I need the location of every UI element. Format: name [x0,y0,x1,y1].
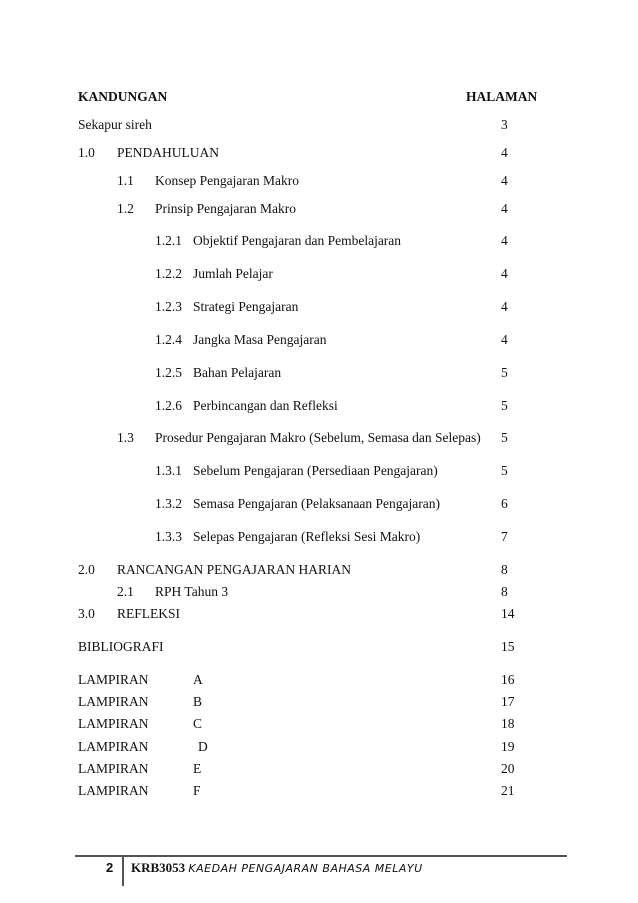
toc-entry-text: Jumlah Pelajar [193,266,273,281]
appendix-row [0,782,638,800]
toc-entry-number: 1.2 [117,201,134,216]
toc-entry-number: 2.0 [78,562,95,577]
appendix-label: LAMPIRAN [78,672,149,687]
toc-entry-page: 6 [501,496,508,511]
toc-row [0,561,638,579]
toc-entry-text: RANCANGAN PENGAJARAN HARIAN [117,562,352,577]
toc-entry-number: 3.0 [78,606,95,621]
toc-row [0,528,638,546]
toc-entry-number: 1.2.2 [155,266,182,281]
toc-entry-page: 3 [501,117,508,132]
toc-entry-page: 15 [501,639,515,654]
toc-entry-page: 5 [501,430,508,445]
appendix-letter: F [193,783,201,798]
appendix-page: 16 [501,672,515,687]
toc-row [0,298,638,316]
appendix-label: LAMPIRAN [78,716,149,731]
toc-entry-page: 7 [501,529,508,544]
toc-entry-text: Semasa Pengajaran (Pelaksanaan Pengajaran) [193,496,441,511]
toc-entry-text: Bahan Pelajaran [193,365,282,380]
toc-row [0,462,638,480]
toc-entry-page: 4 [501,332,508,347]
toc-entry-number: 1.2.3 [155,299,182,314]
toc-entry-page: 5 [501,463,508,478]
footer-course-title: KAEDAH PENGAJARAN BAHASA MELAYU [188,862,423,875]
appendix-page: 18 [501,716,515,731]
toc-header [0,88,638,106]
toc-row [0,116,638,134]
toc-entry-number: 1.2.6 [155,398,182,413]
appendix-letter: D [198,739,208,754]
toc-entry-text: Jangka Masa Pengajaran [193,332,327,347]
toc-entry-text: Strategi Pengajaran [193,299,299,314]
toc-entry-number: 1.3.3 [155,529,182,544]
toc-entry-number: 1.2.4 [155,332,182,347]
footer-divider [122,856,124,886]
appendix-letter: A [193,672,203,687]
toc-row [0,232,638,250]
appendix-row [0,693,638,711]
toc-entry-number: 1.3.2 [155,496,182,511]
appendix-page: 19 [501,739,515,754]
footer-course-code: KRB3053 [131,860,186,875]
appendix-label: LAMPIRAN [78,761,149,776]
toc-entry-text: Selepas Pengajaran (Refleksi Sesi Makro) [193,529,421,544]
toc-entry-text: RPH Tahun 3 [155,584,229,599]
appendix-letter: B [193,694,203,709]
footer-page-number: 2 [106,860,114,875]
toc-entry-page: 8 [501,562,508,577]
toc-entry-number: 1.2.1 [155,233,182,248]
toc-row [0,605,638,623]
toc-entry-text: Objektif Pengajaran dan Pembelajaran [193,233,402,248]
toc-row [0,397,638,415]
toc-entry-page: 4 [501,233,508,248]
footer-title [131,860,423,876]
appendix-page: 20 [501,761,515,776]
toc-entry-page: 4 [501,201,508,216]
appendix-page: 21 [501,783,515,798]
toc-entry-page: 4 [501,266,508,281]
toc-entry-text: Konsep Pengajaran Makro [155,173,299,188]
toc-entry-text: Sekapur sireh [78,117,152,132]
toc-entry-number: 1.1 [117,173,134,188]
page-heading: HALAMAN [466,89,538,104]
footer-rule [75,855,567,857]
toc-entry-number: 1.3.1 [155,463,182,478]
toc-row [0,200,638,218]
toc-row [0,331,638,349]
toc-entry-text: Sebelum Pengajaran (Persediaan Pengajaran) [193,463,438,478]
appendix-label: LAMPIRAN [78,694,149,709]
toc-entry-page: 5 [501,365,508,380]
appendix-page: 17 [501,694,515,709]
toc-entry-page: 4 [501,145,508,160]
toc-entry-text: Prosedur Pengajaran Makro (Sebelum, Semasa dan Selepas) [155,430,481,445]
toc-row [0,495,638,513]
appendix-letter: E [193,761,202,776]
toc-row [0,429,638,447]
appendix-label: LAMPIRAN [78,739,149,754]
toc-entry-text: Prinsip Pengajaran Makro [155,201,296,216]
appendix-row [0,760,638,778]
appendix-letter: C [193,716,203,731]
toc-entry-number: 1.0 [78,145,95,160]
toc-row [0,144,638,162]
toc-entry-page: 8 [501,584,508,599]
toc-row [0,265,638,283]
appendix-row [0,738,638,756]
toc-entry-page: 5 [501,398,508,413]
toc-entry-text: Perbincangan dan Refleksi [193,398,338,413]
toc-row [0,638,638,656]
toc-entry-number: 1.2.5 [155,365,182,380]
toc-entry-text: BIBLIOGRAFI [78,639,164,654]
toc-entry-text: REFLEKSI [117,606,181,621]
toc-entry-text: PENDAHULUAN [117,145,219,160]
toc-row [0,583,638,601]
toc-row [0,364,638,382]
toc-entry-page: 4 [501,173,508,188]
toc-entry-page: 4 [501,299,508,314]
toc-entry-number: 2.1 [117,584,134,599]
contents-heading: KANDUNGAN [78,89,168,104]
toc-row [0,172,638,190]
toc-entry-number: 1.3 [117,430,134,445]
appendix-row [0,715,638,733]
toc-entry-page: 14 [501,606,515,621]
appendix-label: LAMPIRAN [78,783,149,798]
appendix-row [0,671,638,689]
